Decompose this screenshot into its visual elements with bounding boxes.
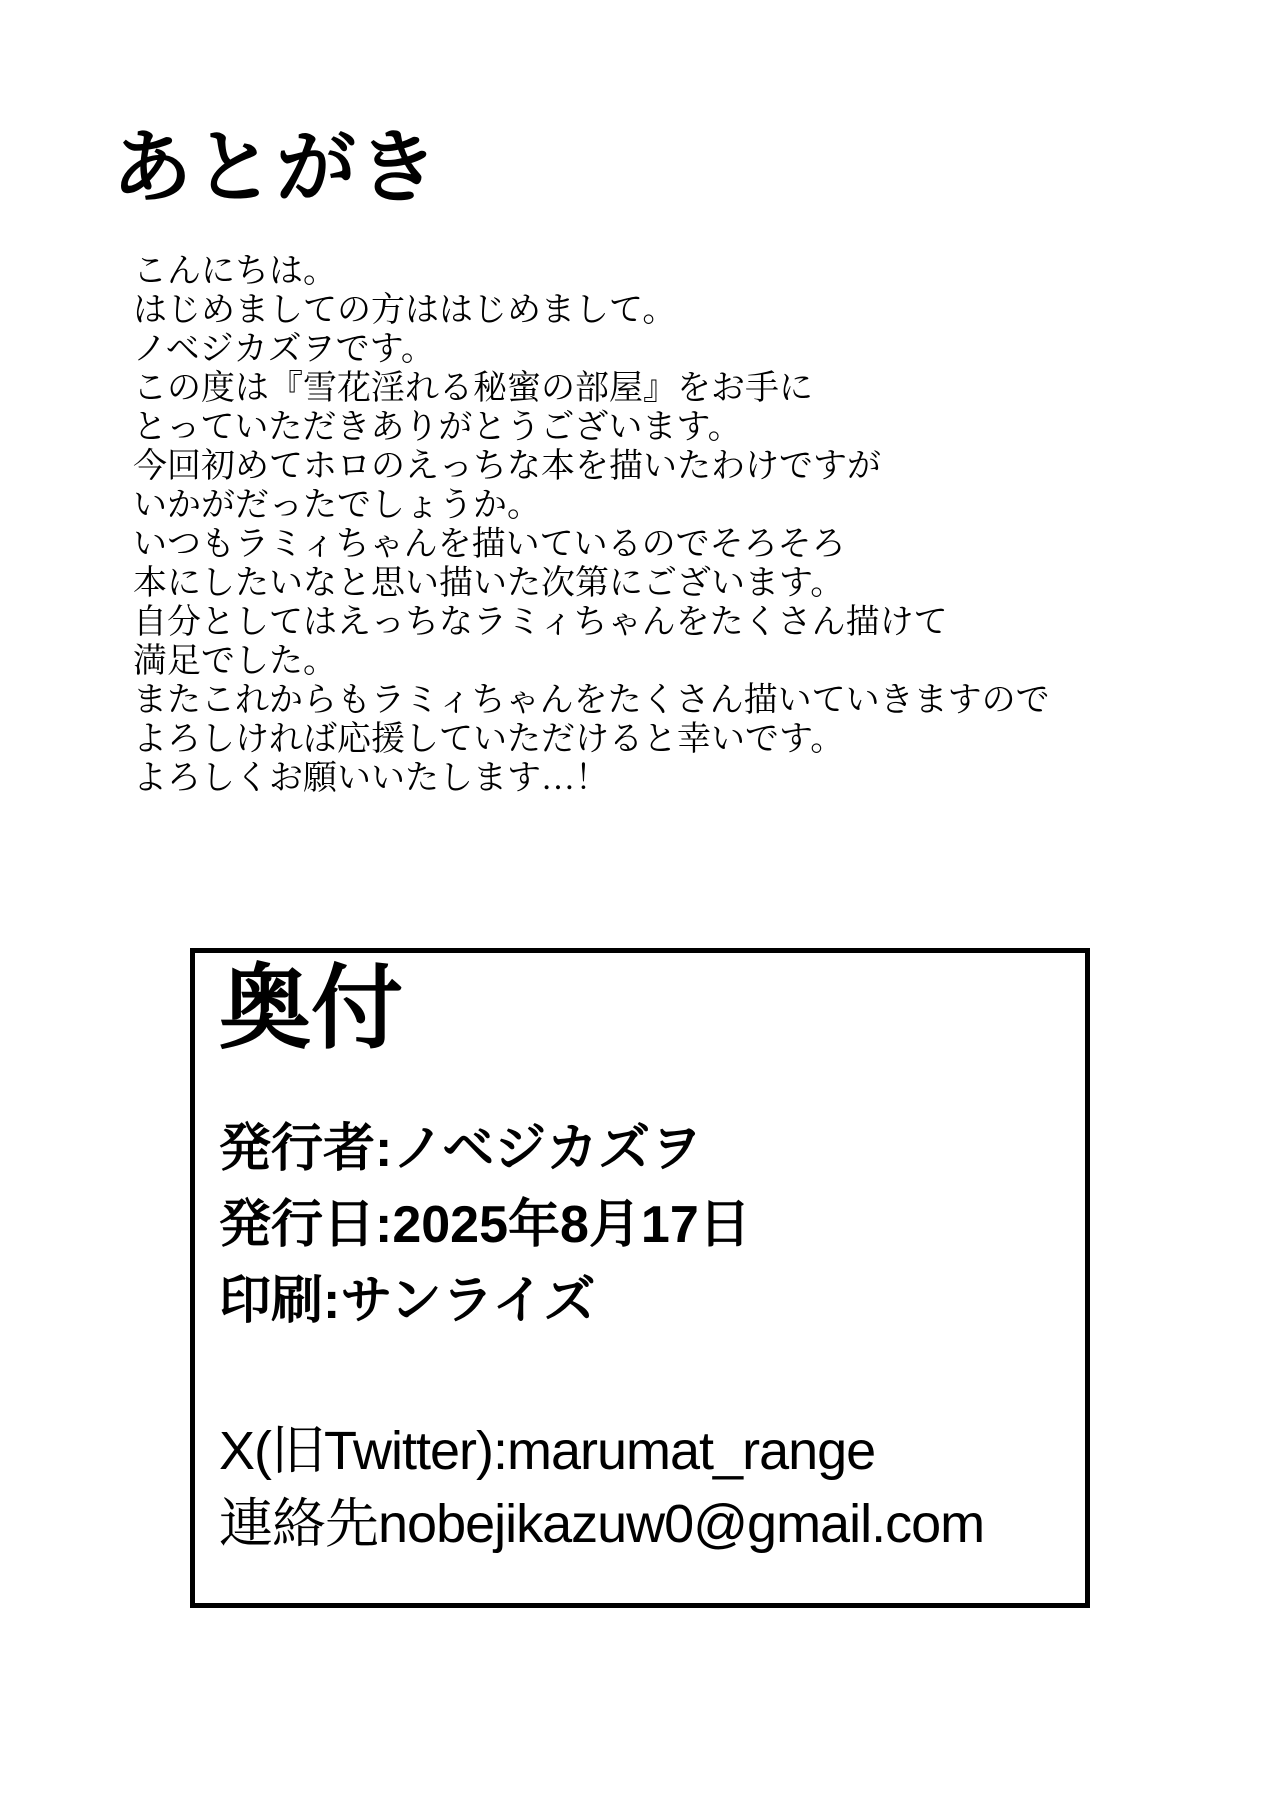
contact-email-line: 連絡先nobejikazuw0@gmail.com bbox=[219, 1494, 985, 1554]
afterword-paragraph bbox=[133, 252, 1050, 798]
afterword-line: よろしければ応援していただけると幸いです。 bbox=[133, 721, 845, 758]
page-title: あとがき bbox=[112, 123, 440, 212]
colophon-box bbox=[190, 948, 1090, 1608]
colophon-title: 奥付 bbox=[219, 958, 404, 1060]
afterword-line: 満足でした。 bbox=[133, 643, 337, 680]
publisher-line: 発行者:ノベジカズヲ bbox=[219, 1120, 703, 1178]
afterword-line: いかがだったでしょうか。 bbox=[133, 487, 541, 524]
afterword-line: よろしくお願いいたします…！ bbox=[133, 760, 609, 797]
afterword-line: またこれからもラミィちゃんをたくさん描いていきますので bbox=[133, 682, 1050, 719]
publish-date-line: 発行日:2025年8月17日 bbox=[219, 1196, 751, 1254]
x-account-line: X(旧Twitter):marumat_range bbox=[219, 1421, 876, 1481]
colophon-contact bbox=[219, 1415, 984, 1561]
afterword-line: こんにちは。 bbox=[133, 253, 337, 290]
afterword-line: この度は『雪花淫れる秘蜜の部屋』をお手に bbox=[133, 370, 813, 407]
afterword-line: とっていただきありがとうございます。 bbox=[133, 409, 742, 446]
printer-line: 印刷:サンライズ bbox=[219, 1272, 596, 1330]
afterword-line: 自分としてはえっちなラミィちゃんをたくさん描けて bbox=[133, 604, 948, 641]
afterword-line: 本にしたいなと思い描いた次第にございます。 bbox=[133, 565, 845, 602]
afterword-line: 今回初めてホロのえっちな本を描いたわけですが bbox=[133, 448, 881, 485]
afterword-line: はじめましての方ははじめまして。 bbox=[133, 292, 677, 329]
afterword-line: ノベジカズヲです。 bbox=[133, 331, 435, 368]
afterword-line: いつもラミィちゃんを描いているのでそろそろ bbox=[133, 526, 846, 563]
colophon-info bbox=[219, 1111, 751, 1339]
